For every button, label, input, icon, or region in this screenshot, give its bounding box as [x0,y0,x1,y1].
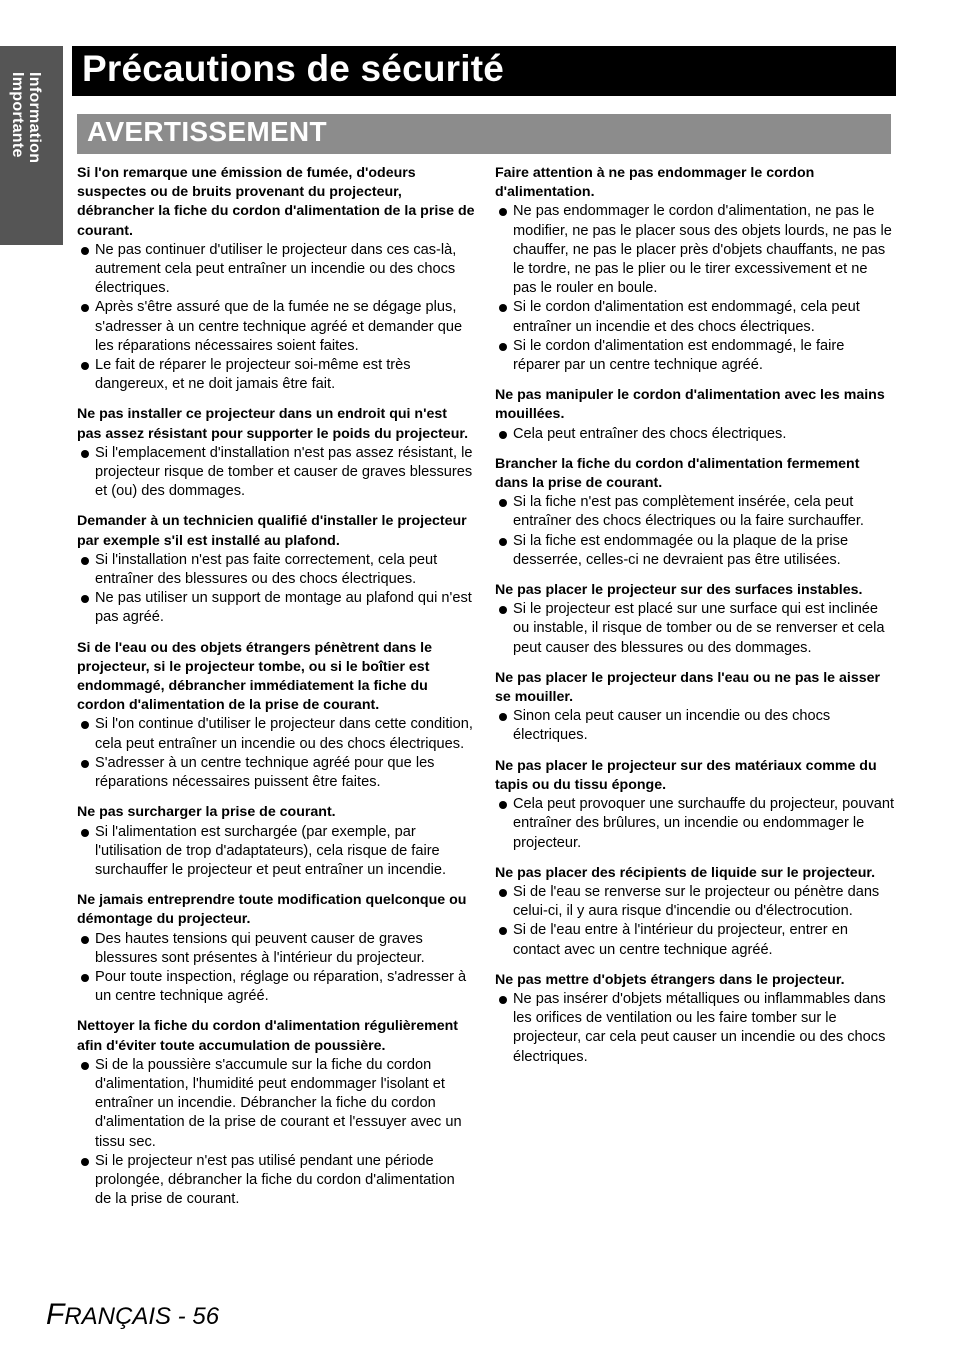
bullet-item: Si de l'eau entre à l'intérieur du projecteur, entrer en contact avec un centre technique agréé. [495,921,895,959]
safety-section [495,757,895,853]
bullet-item: Si l'on continue d'utiliser le projecteur dans cette condition, cela peut entraîner un incendie ou des chocs électriques. [77,715,475,753]
bullet-list [77,715,475,792]
page-title: Précautions de sécurité [82,48,505,89]
bullet-item: S'adresser à un centre technique agréé pour que les réparations nécessaires puissent être faites. [77,754,475,792]
section-heading: Ne pas surcharger la prise de courant. [77,804,336,821]
bullet-item: Si le projecteur est placé sur une surface qui est inclinée ou instable, il risque de tomber ou de se renverser et cela peut causer des blessures ou des dommages. [495,600,895,658]
safety-section [495,455,895,570]
bullet-list [495,425,895,444]
bullet-item: Si l'installation n'est pas faite correctement, cela peut entraîner des blessures ou des chocs électriques. [77,551,475,589]
bullet-list [77,1056,475,1210]
safety-section [495,581,895,658]
bullet-list [77,551,475,628]
section-heading: Ne pas manipuler le cordon d'alimentation avec les mains mouillées. [495,387,885,423]
safety-section [77,405,475,501]
bullet-item: Si le cordon d'alimentation est endommagé, cela peut entraîner un incendie et des chocs électriques. [495,298,895,336]
page-footer [46,1300,219,1332]
bullet-list [77,930,475,1007]
bullet-list [495,883,895,960]
warning-header-bar [77,114,891,154]
bullet-item: Si le projecteur n'est pas utilisé pendant une période prolongée, débrancher la fiche du cordon d'alimentation de la prise de courant. [77,1152,475,1210]
warning-header: AVERTISSEMENT [87,116,327,147]
footer-page-label: RANÇAIS - 56 [64,1303,220,1330]
section-heading: Si de l'eau ou des objets étrangers pénètrent dans le projecteur, si le projecteur tombe, ou si le boîtier est endommagé, débrancher immédiatement la fiche du cordon d'alimentation de la prise de courant. [77,639,433,714]
bullet-list [495,990,895,1067]
bullet-list [495,707,895,745]
safety-section [495,971,895,1067]
safety-section [77,803,475,880]
bullet-list [77,241,475,395]
bullet-item: Ne pas continuer d'utiliser le projecteur dans ces cas-là, autrement cela peut entraîner un incendie ou des chocs électriques. [77,241,475,299]
safety-section [77,639,475,793]
bullet-item: Si la fiche est endommagée ou la plaque de la prise desserrée, celles-ci ne devraient pas être utilisées. [495,532,895,570]
side-section-tab [0,46,63,245]
bullet-list [495,493,895,570]
bullet-item: Si de l'eau se renverse sur le projecteur ou pénètre dans celui-ci, il y aura risque d'incendie ou d'électrocution. [495,883,895,921]
bullet-item: Si de la poussière s'accumule sur la fiche du cordon d'alimentation, l'humidité peut endommager l'isolant et entraîner un incendie. Débrancher la fiche du cordon d'alimentation de la prise de courant et l'essuyer avec un tissu sec. [77,1056,475,1152]
section-heading: Nettoyer la fiche du cordon d'alimentation régulièrement afin d'éviter toute accumulation de poussière. [77,1018,458,1054]
bullet-item: Pour toute inspection, réglage ou réparation, s'adresser à un centre technique agréé. [77,968,475,1006]
section-heading: Ne jamais entreprendre toute modification quelconque ou démontage du projecteur. [77,892,467,928]
right-column [495,164,895,1078]
section-heading: Demander à un technicien qualifié d'installer le projecteur par exemple s'il est installé au plafond. [77,513,467,549]
page-title-bar [72,46,896,96]
bullet-item: Ne pas endommager le cordon d'alimentation, ne pas le modifier, ne pas le placer sous des objets lourds, ne pas le chauffer, ne pas le placer près d'objets chauffants, ne pas le tordre, ne pas le plier ou le tirer excessivement et ne pas le rouler en boule. [495,202,895,298]
bullet-item: Si l'alimentation est surchargée (par exemple, par l'utilisation de trop d'adaptateurs), cela risque de faire surchauffer le projecteur et peut entraîner un incendie. [77,823,475,881]
side-tab-line-1: Information [26,72,43,164]
bullet-item: Cela peut provoquer une surchauffe du projecteur, pouvant entraîner des brûlures, un incendie ou endommager le projecteur. [495,795,895,853]
bullet-item: Sinon cela peut causer un incendie ou des chocs électriques. [495,707,895,745]
safety-section [495,669,895,746]
section-heading: Brancher la fiche du cordon d'alimentation fermement dans la prise de courant. [495,455,860,492]
bullet-item: Ne pas utiliser un support de montage au plafond qui n'est pas agréé. [77,589,475,627]
section-heading: Si l'on remarque une émission de fumée, d'odeurs suspectes ou de bruits provenant du projecteur, débrancher la fiche du cordon d'alimentation de la prise de courant. [77,165,475,239]
bullet-item: Si l'emplacement d'installation n'est pas assez résistant, le projecteur risque de tomber et causer de graves blessures et (ou) des dommages. [77,444,475,502]
section-heading: Ne pas placer le projecteur sur des surfaces instables. [495,582,863,599]
bullet-item: Ne pas insérer d'objets métalliques ou inflammables dans les orifices de ventilation ou les faire tomber sur le projecteur, car cela peut causer un incendie ou des chocs électriques. [495,990,895,1067]
safety-section [495,864,895,960]
bullet-list [495,795,895,853]
safety-section [77,891,475,1006]
left-column [77,164,475,1220]
safety-section [495,164,895,375]
safety-section [77,512,475,627]
bullet-item: Cela peut entraîner des chocs électriques. [495,425,895,444]
bullet-item: Après s'être assuré que de la fumée ne se dégage plus, s'adresser à un centre technique agréé et demander que les réparations nécessaires soient faites. [77,298,475,356]
bullet-list [495,600,895,658]
section-heading: Ne pas placer des récipients de liquide sur le projecteur. [495,864,876,881]
bullet-item: Si la fiche n'est pas complètement insérée, cela peut entraîner des chocs électriques ou la faire surchauffer. [495,493,895,531]
bullet-list [495,202,895,375]
section-heading: Faire attention à ne pas endommager le cordon d'alimentation. [495,165,815,201]
safety-section [77,1017,475,1209]
section-heading: Ne pas placer le projecteur sur des matériaux comme du tapis ou du tissu éponge. [495,757,877,793]
section-heading: Ne pas installer ce projecteur dans un endroit qui n'est pas assez résistant pour supporter le poids du projecteur. [77,406,469,442]
safety-section [77,164,475,394]
section-heading: Ne pas mettre d'objets étrangers dans le projecteur. [495,971,845,988]
side-tab-line-2: Importante [9,72,26,158]
bullet-item: Le fait de réparer le projecteur soi-même est très dangereux, et ne doit jamais être fait. [77,356,475,394]
bullet-list [77,823,475,881]
footer-initial: F [46,1298,65,1331]
section-heading: Ne pas placer le projecteur dans l'eau ou ne pas le aisser se mouiller. [495,669,881,706]
safety-section [495,386,895,444]
bullet-item: Des hautes tensions qui peuvent causer de graves blessures sont présentes à l'intérieur du projecteur. [77,930,475,968]
bullet-list [77,444,475,502]
bullet-item: Si le cordon d'alimentation est endommagé, le faire réparer par un centre technique agréé. [495,337,895,375]
side-tab-label [9,72,43,163]
